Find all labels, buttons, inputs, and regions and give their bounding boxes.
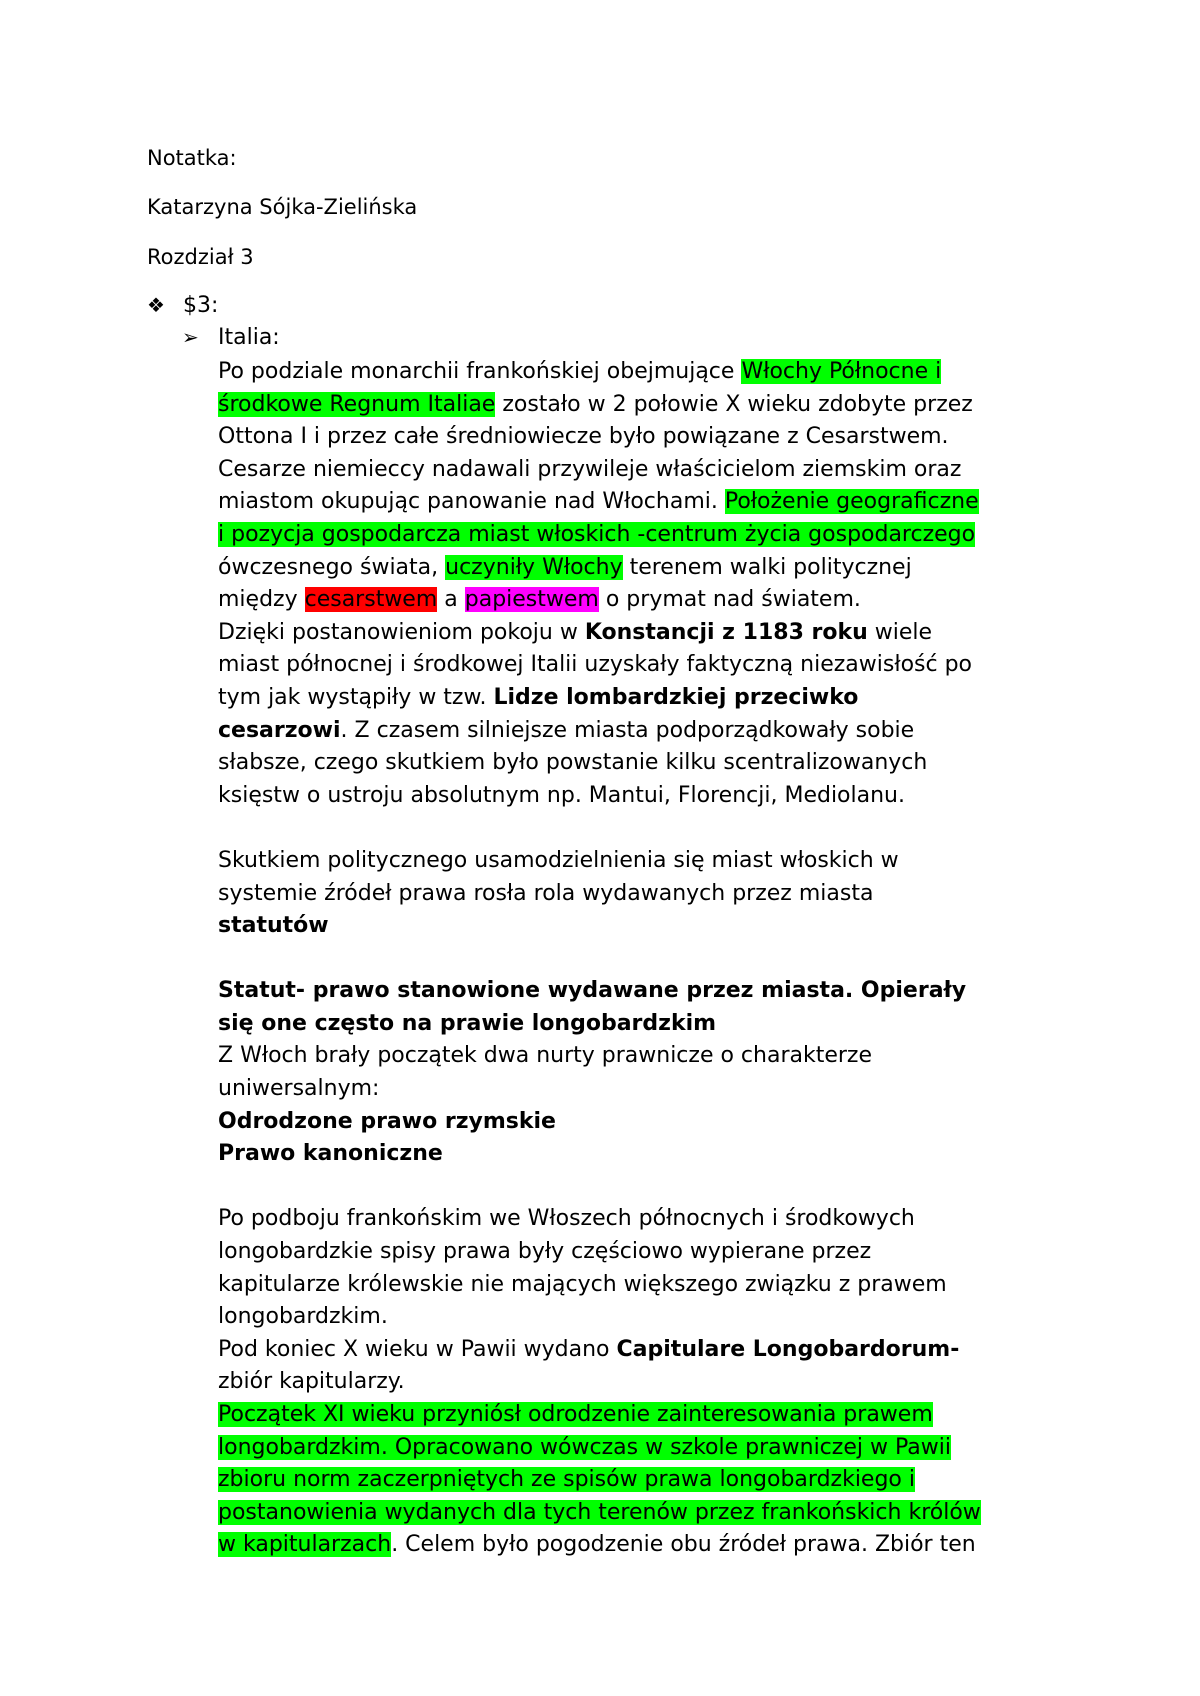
bold-text: się one często na prawie longobardzkim <box>218 1010 717 1036</box>
text-run: tym jak wystąpiły w tzw. <box>218 684 494 710</box>
text-line: Ottona I i przez całe średniowiecze było powiązane z Cesarstwem. <box>218 424 949 450</box>
text-line: longobardzkie spisy prawa były częściowo wypierane przez <box>218 1239 872 1265</box>
text-line: słabsze, czego skutkiem było powstanie kilku scentralizowanych <box>218 750 928 776</box>
text-run: Dzięki postanowieniom pokoju w <box>218 619 585 645</box>
blank-line <box>218 943 1118 976</box>
text-line: Cesarze niemieccy nadawali przywileje właścicielom ziemskim oraz <box>218 456 962 482</box>
highlight-green: środkowe Regnum Italiae <box>218 391 496 417</box>
highlight-green: Włochy Północne i <box>741 359 942 384</box>
text-run: wiele <box>867 619 933 645</box>
text-line: księstw o ustroju absolutnym np. Mantui, Florencji, Mediolanu. <box>218 782 905 808</box>
bold-text: Lidze lombardzkiej przeciwko <box>493 684 859 710</box>
highlight-red: cesarstwem <box>304 587 438 613</box>
text-run: miastom okupując panowanie nad Włochami. <box>218 489 725 515</box>
author-name: Katarzyna Sójka-Zielińska <box>147 195 418 219</box>
section-label: $3: <box>183 293 219 318</box>
highlight-green: Położenie geograficzne <box>724 489 979 515</box>
bold-text: statutów <box>218 913 329 939</box>
text-run: terenem walki politycznej <box>622 554 912 580</box>
bold-text: Odrodzone prawo rzymskie <box>218 1108 556 1134</box>
bold-text: Statut- prawo stanowione wydawane przez miasta. Opierały <box>218 978 967 1004</box>
text-line: Skutkiem politycznego usamodzielnienia się miast włoskich w <box>218 847 899 873</box>
text-run: o prymat nad światem. <box>598 587 861 613</box>
subsection-bullet <box>182 322 280 353</box>
blank-line <box>218 812 1118 845</box>
text-run: . Z czasem silniejsze miasta podporządkowały sobie <box>340 717 915 743</box>
text-line: longobardzkim. <box>218 1304 388 1330</box>
highlight-green: longobardzkim. Opracowano wówczas w szkole prawniczej w Pawii <box>218 1434 951 1460</box>
paragraph-5 <box>218 1203 1118 1562</box>
diamond-bullet-icon: ❖ <box>147 293 165 317</box>
section-bullet <box>147 290 218 321</box>
body-text <box>218 356 1118 1562</box>
highlight-magenta: papiestwem <box>464 587 599 613</box>
chapter-title: Rozdział 3 <box>147 245 254 269</box>
paragraph-4 <box>218 975 1118 1171</box>
text-run: zostało w 2 połowie X wieku zdobyte przez <box>495 391 973 417</box>
text-line: Z Włoch brały początek dwa nurty prawnicze o charakterze <box>218 1043 873 1069</box>
text-run: . Celem było pogodzenie obu źródeł prawa. Zbiór ten <box>391 1532 976 1558</box>
text-run: a <box>437 587 465 613</box>
text-line: miast północnej i środkowej Italii uzyskały faktyczną niezawisłość po <box>218 652 973 678</box>
note-label: Notatka: <box>147 146 237 170</box>
text-run: między <box>218 587 305 613</box>
arrow-bullet-icon: ➢ <box>182 325 199 349</box>
bold-text: cesarzowi <box>218 717 341 743</box>
blank-line <box>218 1171 1118 1204</box>
highlight-green: i pozycja gospodarcza miast włoskich -centrum życia gospodarczego <box>218 521 976 547</box>
highlight-green: zbioru norm zaczerpniętych ze spisów prawa longobardzkiego i <box>218 1467 915 1493</box>
bold-text: Prawo kanoniczne <box>218 1141 443 1167</box>
text-line: Po podboju frankońskim we Włoszech północnych i środkowych <box>218 1206 915 1232</box>
paragraph-1 <box>218 356 1118 617</box>
text-line: kapitularze królewskie nie mających większego związku z prawem <box>218 1271 947 1297</box>
text-run: Pod koniec X wieku w Pawii wydano <box>218 1336 617 1362</box>
bold-text: Konstancji z 1183 roku <box>584 619 868 645</box>
highlight-green: Początek XI wieku przyniósł odrodzenie zainteresowania prawem <box>218 1402 933 1427</box>
text-line: zbiór kapitularzy. <box>218 1369 405 1395</box>
highlight-green: w kapitularzach <box>218 1532 392 1558</box>
paragraph-2 <box>218 617 1118 813</box>
text-line: uniwersalnym: <box>218 1076 380 1102</box>
text-line: systemie źródeł prawa rosła rola wydawanych przez miasta <box>218 880 874 906</box>
bold-text: Capitulare Longobardorum- <box>616 1336 960 1362</box>
highlight-green: uczyniły Włochy <box>445 554 623 580</box>
highlight-green: postanowienia wydanych dla tych terenów przez frankońskich królów <box>218 1499 981 1525</box>
text-run: Po podziale monarchii frankońskiej obejmujące <box>218 359 742 384</box>
subsection-label: Italia: <box>218 325 280 350</box>
paragraph-3 <box>218 845 1118 943</box>
text-run: ówczesnego świata, <box>218 554 446 580</box>
